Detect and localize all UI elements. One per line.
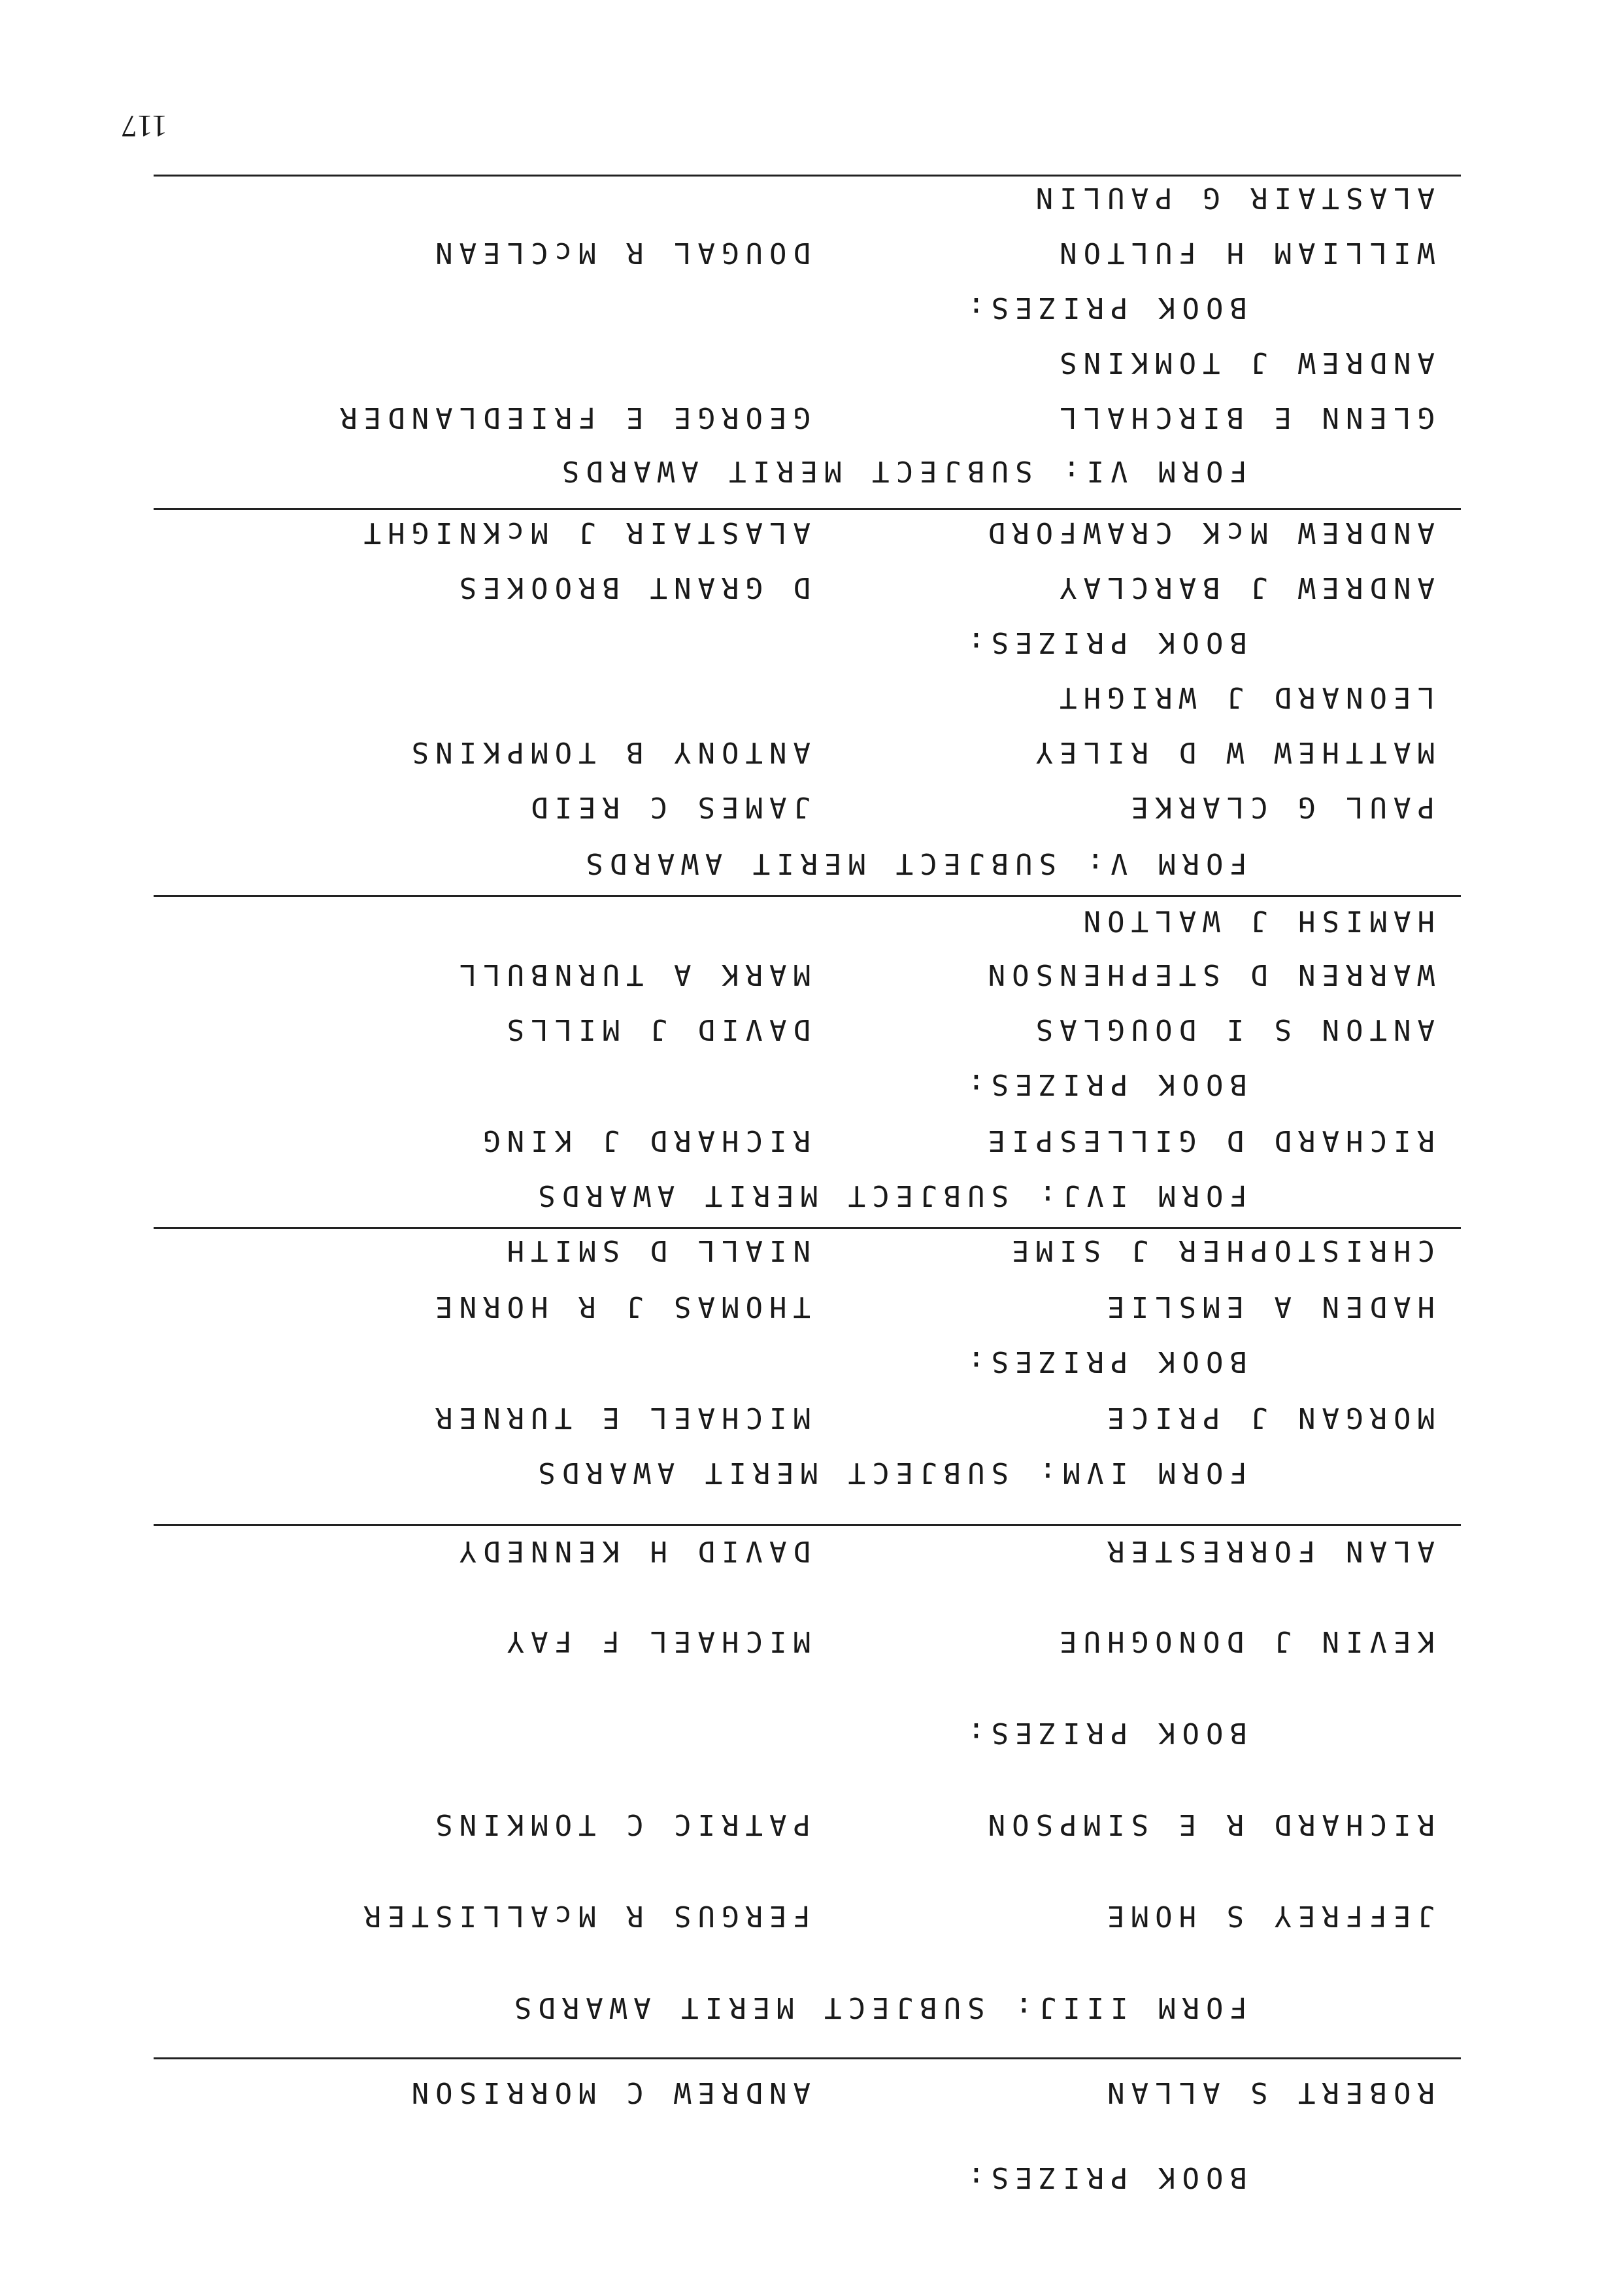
name-entry: ANDREW McK CRAWFORD [981, 516, 1435, 549]
name-entry: RICHARD R E SIMPSON [981, 1808, 1435, 1841]
subsection-heading: BOOK PRIZES: [961, 626, 1247, 659]
name-entry: ANDREW C MORRISON [405, 2076, 811, 2109]
name-entry: HADEN A EMSLIE [1101, 1290, 1435, 1323]
section-divider [154, 175, 1461, 177]
section-divider [154, 895, 1461, 897]
subsection-heading: BOOK PRIZES: [961, 1345, 1247, 1378]
name-entry: ANTONY B TOMPKINS [405, 735, 811, 769]
page-number: 117 [121, 109, 167, 143]
name-entry: JAMES C REID [524, 790, 811, 824]
name-entry: D GRANT BROOKES [452, 571, 811, 604]
name-entry: ANDREW J BARCLAY [1053, 571, 1435, 604]
name-entry: THOMAS J R HORNE [429, 1290, 811, 1323]
section-heading: FORM V: SUBJECT MERIT AWARDS [579, 847, 1247, 880]
name-entry: DAVID J MILLS [500, 1013, 811, 1046]
name-entry: ALASTAIR G PAULIN [1029, 181, 1435, 214]
name-entry: GEORGE E FRIEDLANDER [333, 401, 811, 434]
name-entry: RICHARD D GILLESPIE [981, 1124, 1435, 1157]
name-entry: CHRISTOPHER J SIME [1005, 1234, 1435, 1267]
name-entry: PAUL G CLARKE [1124, 790, 1435, 824]
section-heading: FORM IVJ: SUBJECT MERIT AWARDS [531, 1179, 1247, 1212]
name-entry: ROBERT S ALLAN [1101, 2076, 1435, 2109]
subsection-heading: BOOK PRIZES: [961, 1716, 1247, 1749]
name-entry: NIALL D SMITH [500, 1234, 811, 1267]
name-entry: LEONARD J WRIGHT [1053, 681, 1435, 714]
subsection-heading: BOOK PRIZES: [961, 1068, 1247, 1101]
name-entry: MORGAN J PRICE [1101, 1401, 1435, 1434]
name-entry: MICHAEL E TURNER [429, 1401, 811, 1434]
subsection-heading: BOOK PRIZES: [961, 291, 1247, 324]
name-entry: MICHAEL F FAY [500, 1625, 811, 1658]
name-entry: WARREN D STEPHENSON [981, 958, 1435, 991]
section-divider [154, 1227, 1461, 1229]
name-entry: MATTHEW W D RILEY [1029, 735, 1435, 769]
name-entry: ANTON S I DOUGLAS [1029, 1013, 1435, 1046]
section-divider [154, 508, 1461, 510]
name-entry: DAVID H KENNEDY [452, 1534, 811, 1568]
name-entry: KEVIN J DONOGHUE [1053, 1625, 1435, 1658]
section-heading: FORM IVM: SUBJECT MERIT AWARDS [531, 1456, 1247, 1489]
name-entry: RICHARD J KING [476, 1124, 811, 1157]
name-entry: PATRIC C TOMKINS [429, 1808, 811, 1841]
name-entry: GLENN E BIRCHALL [1053, 401, 1435, 434]
section-heading: BOOK PRIZES: [961, 2161, 1247, 2194]
section-heading: FORM IIIJ: SUBJECT MERIT AWARDS [507, 1991, 1247, 2024]
name-entry: HAMISH J WALTON [1077, 904, 1435, 937]
name-entry: MARK A TURNBULL [452, 958, 811, 991]
name-entry: ALAN FORRESTER [1101, 1534, 1435, 1568]
section-divider [154, 1524, 1461, 1526]
section-divider [154, 2057, 1461, 2059]
name-entry: WILLIAM H FULTON [1053, 236, 1435, 269]
name-entry: DOUGAL R McCLEAN [429, 236, 811, 269]
name-entry: ALASTAIR J McKNIGHT [357, 516, 811, 549]
section-heading: FORM VI: SUBJECT MERIT AWARDS [555, 454, 1247, 488]
name-entry: ANDREW J TOMKINS [1053, 346, 1435, 379]
name-entry: FERGUS R McALLISTER [357, 1899, 811, 1933]
name-entry: JEFFREY S HOME [1101, 1899, 1435, 1933]
